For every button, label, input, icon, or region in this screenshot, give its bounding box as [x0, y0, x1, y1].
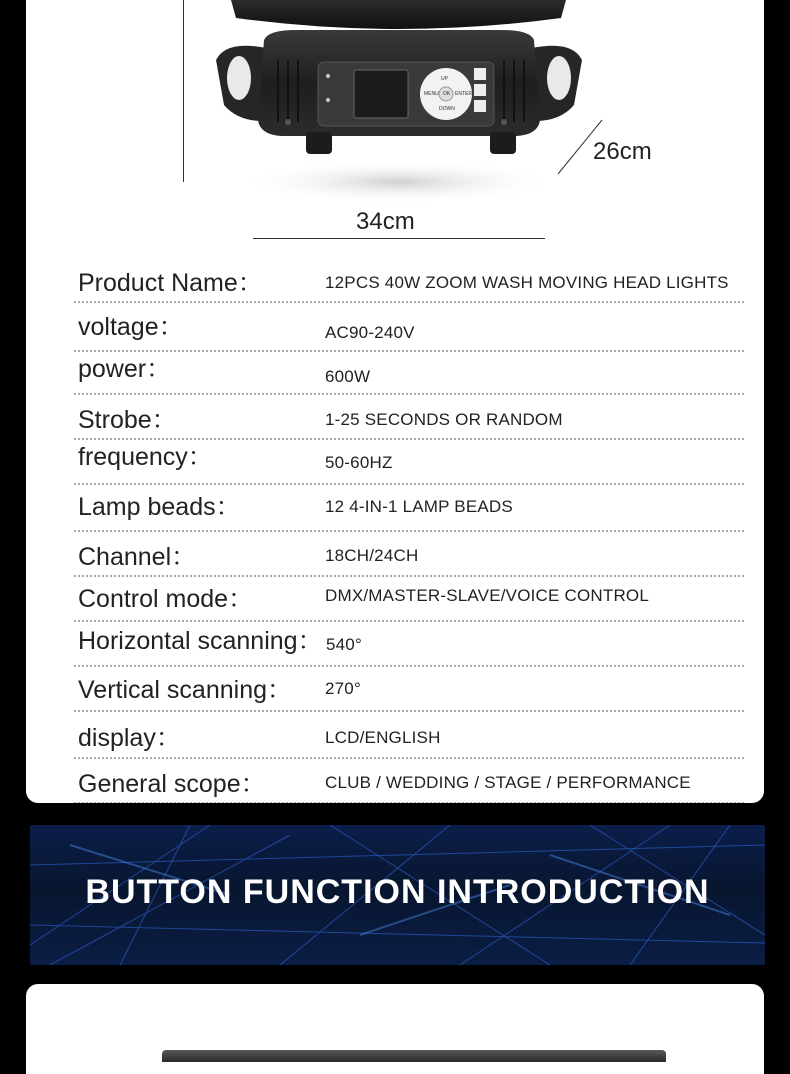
spec-label: frequency：	[78, 443, 213, 471]
spec-row-voltage	[74, 303, 744, 352]
spec-row-general-scope	[74, 759, 744, 803]
spec-label: Vertical scanning：	[78, 676, 293, 704]
product-image-area	[26, 0, 764, 250]
spec-value: CLUB / WEDDING / STAGE / PERFORMANCE	[325, 773, 691, 792]
spec-row-frequency	[74, 440, 744, 485]
spec-label: display：	[78, 724, 181, 752]
spec-value: 50-60HZ	[325, 453, 393, 472]
spec-row-channel	[74, 532, 744, 577]
spec-value: AC90-240V	[325, 323, 415, 342]
spec-row-lamp-beads	[74, 485, 744, 532]
spec-row-strobe	[74, 395, 744, 440]
spec-label: Lamp beads：	[78, 493, 241, 521]
moving-head-light-image	[26, 0, 764, 215]
spec-value: 540°	[326, 635, 362, 654]
spec-value: 12 4-IN-1 LAMP BEADS	[325, 497, 513, 516]
spec-value: 600W	[325, 367, 371, 386]
next-section-image-edge	[162, 1050, 666, 1062]
spec-label: Strobe：	[78, 406, 177, 434]
spec-row-vertical-scanning	[74, 667, 744, 712]
spec-value: LCD/ENGLISH	[325, 728, 441, 747]
spec-value: 18CH/24CH	[325, 546, 419, 565]
spec-row-power	[74, 352, 744, 395]
spec-label: Horizontal scanning：	[78, 627, 323, 655]
ok-button-label: OK	[443, 91, 451, 97]
spec-label: power：	[78, 355, 172, 383]
width-dimension-line	[253, 238, 545, 239]
up-button-label: UP	[441, 76, 448, 82]
depth-label: 26cm	[593, 138, 652, 165]
spec-label: voltage：	[78, 313, 184, 341]
spec-value: 1-25 SECONDS OR RANDOM	[325, 410, 563, 429]
section-banner	[30, 825, 765, 965]
enter-button-label: ENTER	[455, 91, 472, 97]
next-section-card	[26, 984, 764, 1074]
spec-label: General scope：	[78, 770, 266, 798]
banner-title: BUTTON FUNCTION INTRODUCTION	[85, 873, 710, 911]
spec-row-control-mode	[74, 577, 744, 622]
spec-label: Control mode：	[78, 585, 254, 613]
spec-row-horizontal-scanning	[74, 622, 744, 667]
down-button-label: DOWN	[439, 106, 455, 112]
spec-label: Channel：	[78, 543, 197, 571]
spec-row-product-name	[74, 258, 744, 303]
width-label: 34cm	[356, 208, 415, 235]
spec-card	[26, 0, 764, 803]
spec-value: 270°	[325, 679, 361, 698]
spec-table	[74, 258, 744, 803]
spec-value: DMX/MASTER-SLAVE/VOICE CONTROL	[325, 586, 650, 605]
spec-row-display	[74, 712, 744, 759]
panel-buttons	[396, 66, 496, 122]
menu-button-label: MENU	[424, 91, 439, 97]
spec-value: 12PCS 40W ZOOM WASH MOVING HEAD LIGHTS	[325, 273, 729, 292]
spec-label: Product Name：	[78, 269, 263, 297]
